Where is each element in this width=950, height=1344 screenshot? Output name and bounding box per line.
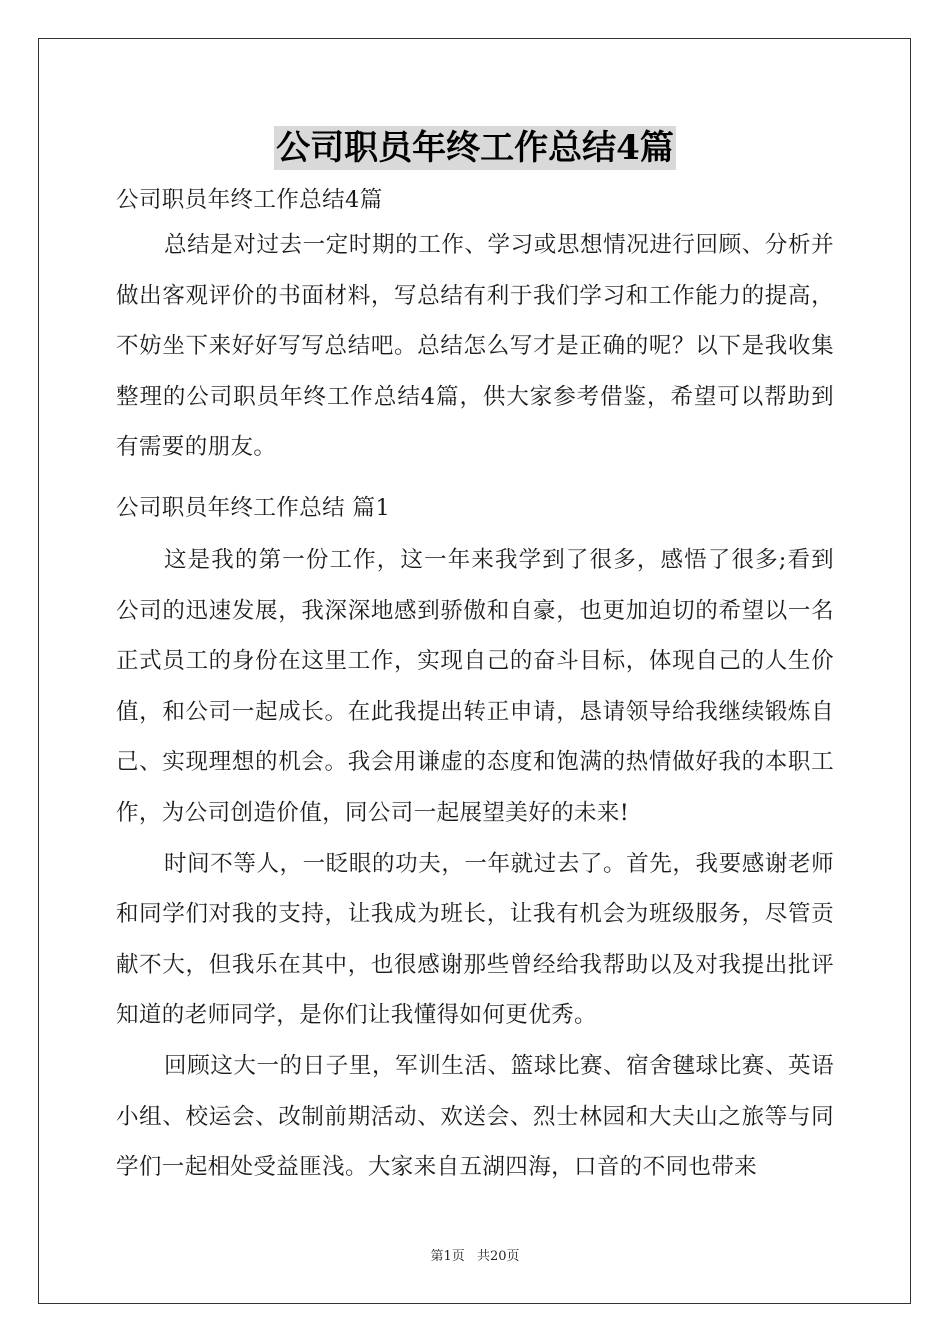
page-footer bbox=[0, 1245, 950, 1264]
section-heading: 公司职员年终工作总结 篇1 bbox=[116, 494, 391, 521]
document-body bbox=[116, 180, 834, 1193]
page-number: 第1页 bbox=[430, 1249, 465, 1264]
page-total: 共20页 bbox=[476, 1249, 520, 1264]
intro-paragraph: 总结是对过去一定时期的工作、学习或思想情况进行回顾、分析并做出客观评价的书面材料，写总结有利于我们学习和工作能力的提高，不妨坐下来好好写写总结吧。总结怎么写才是正确的呢？以下是我收集整理的公司职员年终工作总结4篇，供大家参考借鉴，希望可以帮助到有需要的朋友。 bbox=[116, 232, 834, 461]
body-paragraph: 时间不等人，一眨眼的功夫，一年就过去了。首先，我要感谢老师和同学们对我的支持，让我成为班长，让我有机会为班级服务，尽管贡献不大，但我乐在其中，也很感谢那些曾经给我帮助以及对我提出批评知道的老师同学，是你们让我懂得如何更优秀。 bbox=[116, 850, 834, 1029]
body-paragraph: 回顾这大一的日子里，军训生活、篮球比赛、宿舍毽球比赛、英语小组、校运会、改制前期活动、欢送会、烈士林园和大夫山之旅等与同学们一起相处受益匪浅。大家来自五湖四海，口音的不同也带来 bbox=[116, 1052, 834, 1181]
document-subtitle: 公司职员年终工作总结4篇 bbox=[116, 187, 383, 213]
body-paragraph: 这是我的第一份工作，这一年来我学到了很多，感悟了很多;看到公司的迅速发展，我深深地感到骄傲和自豪，也更加迫切的希望以一名正式员工的身份在这里工作，实现自己的奋斗目标，体现自己的人生价值，和公司一起成长。在此我提出转正申请，恳请领导给我继续锻炼自己、实现理想的机会。我会用谦虚的态度和饱满的热情做好我的本职工作，为公司创造价值，同公司一起展望美好的未来! bbox=[116, 546, 834, 826]
title-container bbox=[0, 126, 950, 170]
document-title: 公司职员年终工作总结4篇 bbox=[276, 128, 674, 168]
